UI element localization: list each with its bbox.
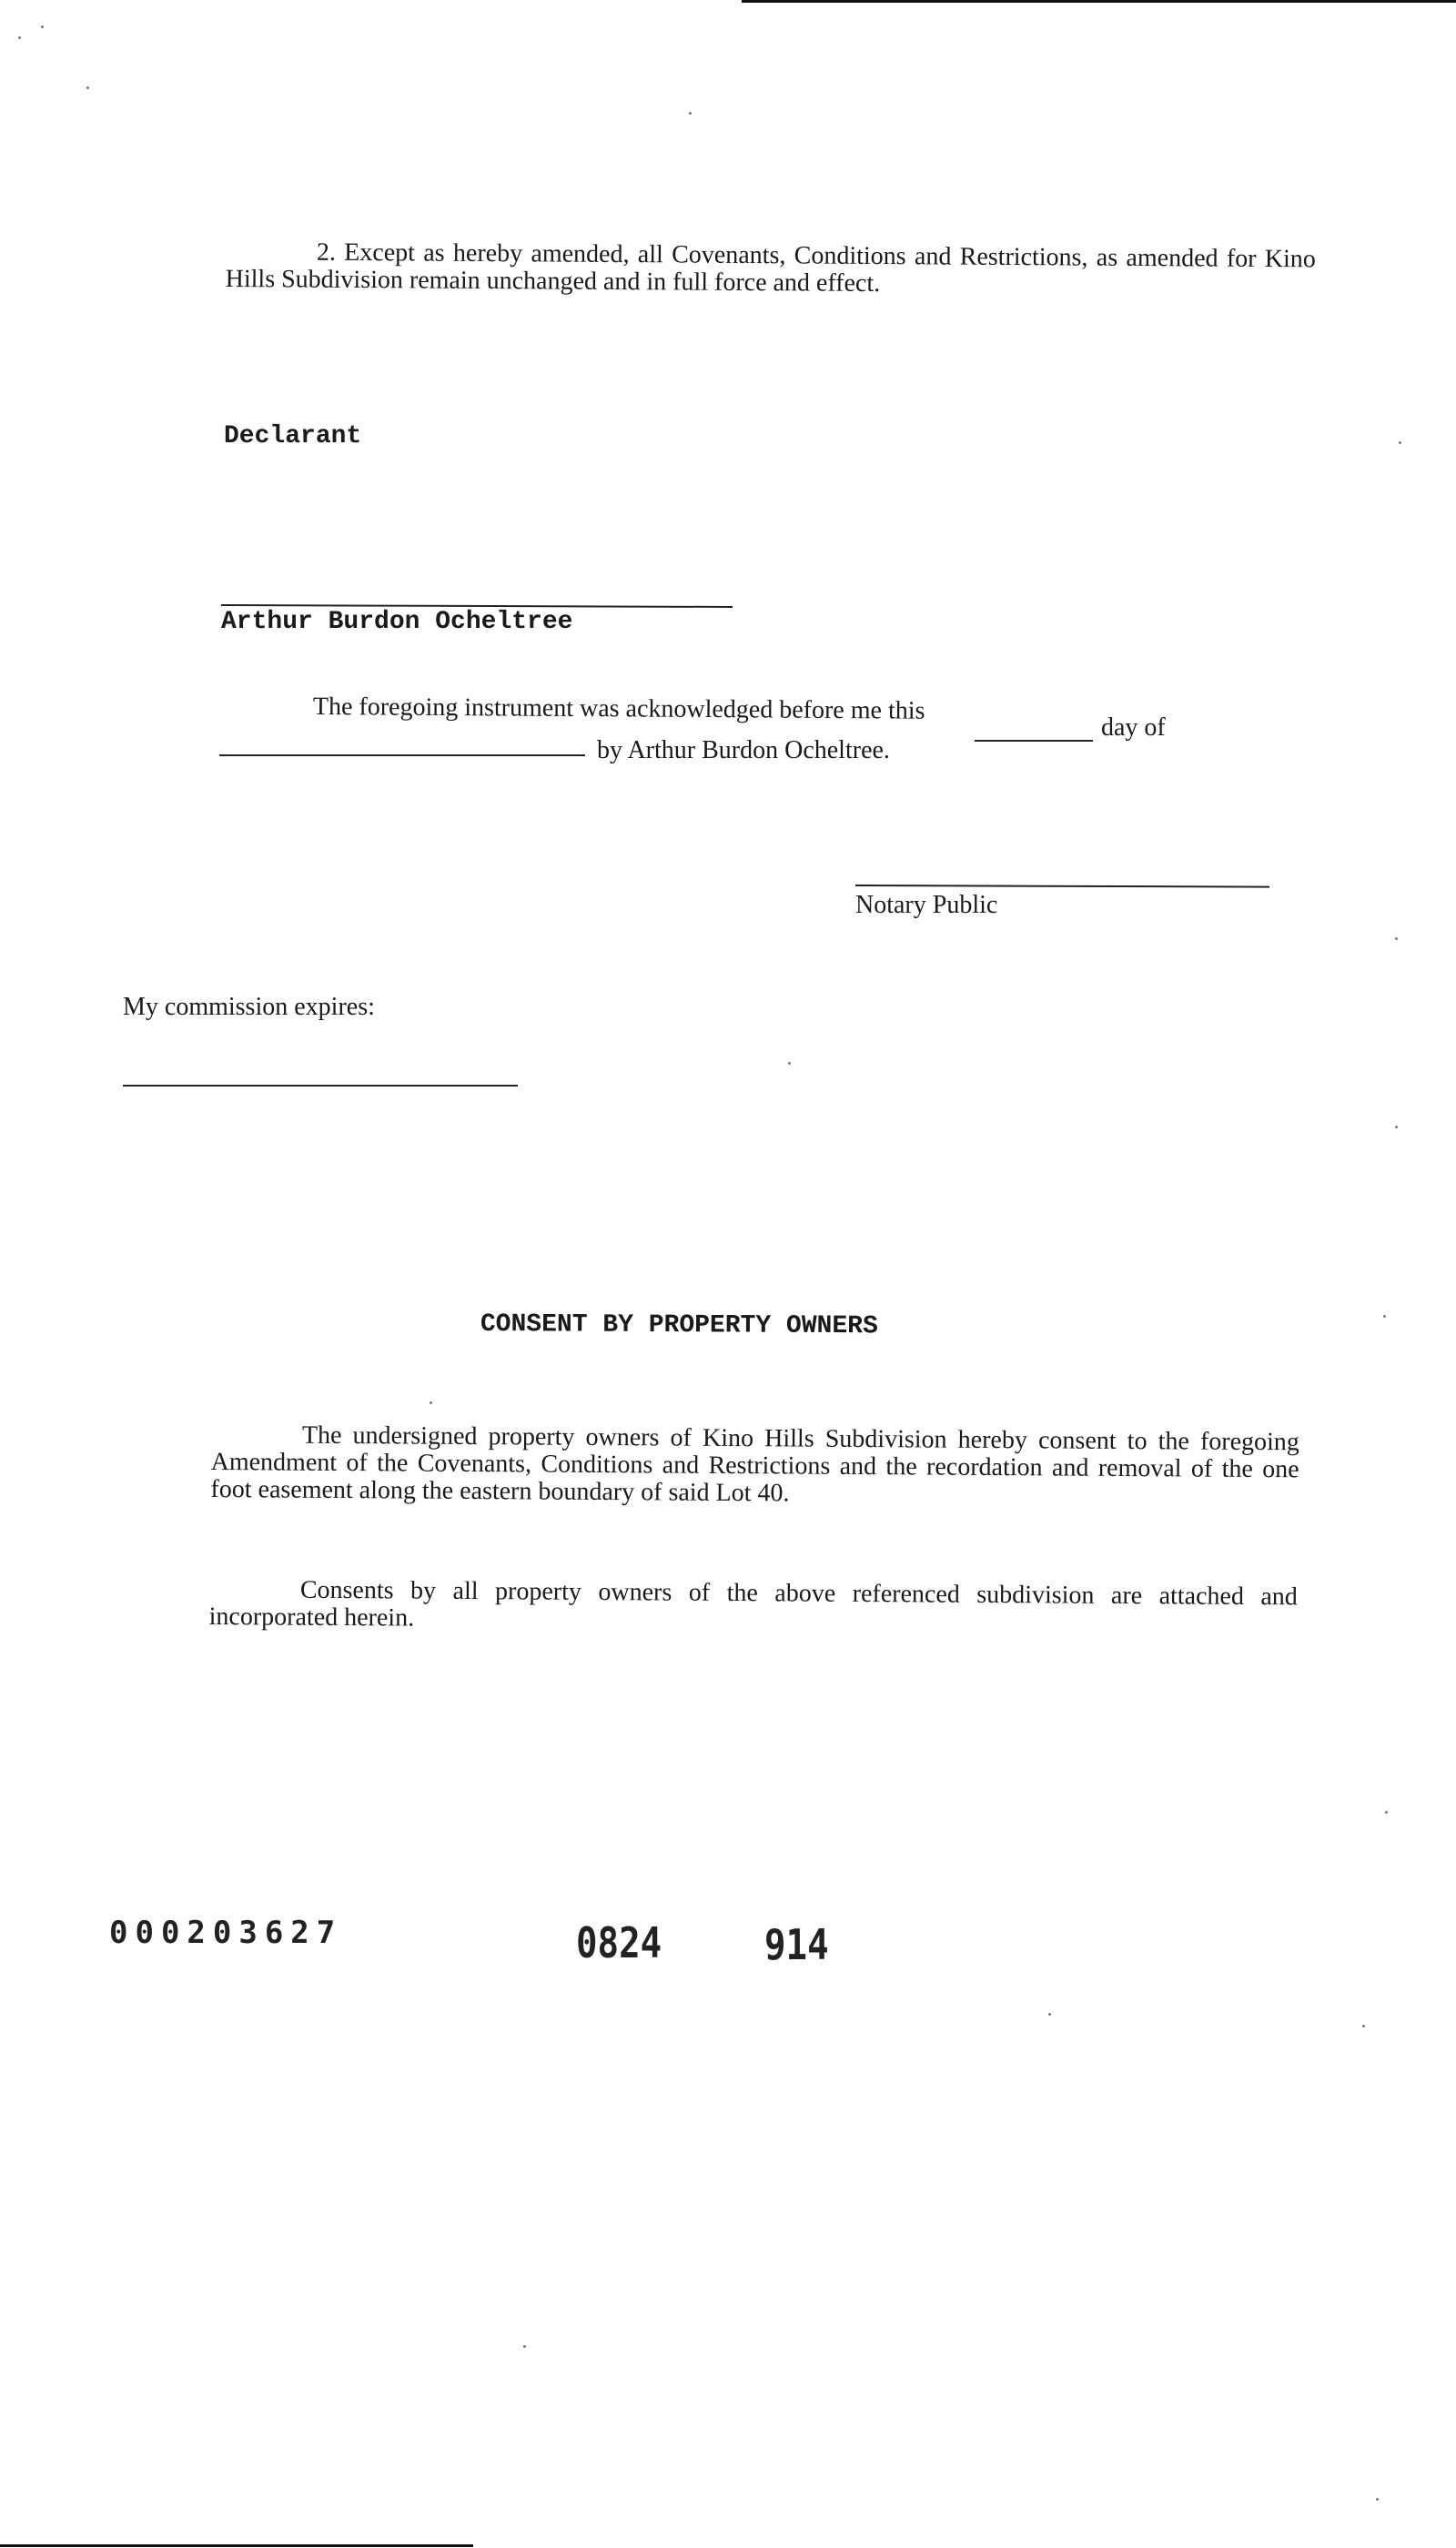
commission-date-line bbox=[123, 1085, 518, 1087]
ack-month-blank bbox=[219, 754, 585, 756]
consent-paragraph-2: Consents by all property owners of the above referenced subdivision are attached and incorporated herein. bbox=[208, 1575, 1298, 1633]
scan-speck bbox=[18, 36, 21, 39]
scan-edge-bottom bbox=[0, 2544, 473, 2547]
ack-day-of: day of bbox=[1101, 713, 1166, 742]
declarant-heading: Declarant bbox=[224, 422, 362, 450]
scan-speck bbox=[689, 112, 692, 115]
consent-paragraph-1: The undersigned property owners of Kino Hills Subdivision hereby consent to the foregoing Amendment of the Covenants, Conditions and Restrictions and the recordation and removal of the one foot easement along the eastern boundary of said Lot 40. bbox=[210, 1421, 1299, 1508]
document-number: 000203627 bbox=[109, 1915, 343, 1951]
notary-signature-line bbox=[855, 885, 1269, 888]
notary-label: Notary Public bbox=[855, 891, 998, 919]
scan-speck bbox=[523, 2345, 526, 2348]
book-number: 0824 bbox=[576, 1918, 662, 1967]
ack-day-blank bbox=[975, 740, 1093, 742]
scan-speck bbox=[1385, 1811, 1388, 1814]
ack-line-1 bbox=[313, 693, 925, 725]
scan-speck bbox=[41, 25, 44, 28]
scan-edge-top bbox=[742, 0, 1456, 3]
scan-speck bbox=[430, 1401, 432, 1404]
scan-speck bbox=[788, 1062, 791, 1065]
scan-speck bbox=[1362, 2025, 1365, 2027]
scan-speck bbox=[1395, 937, 1398, 940]
scan-speck bbox=[1376, 2498, 1379, 2501]
paragraph-2: 2. Except as hereby amended, all Covenants, Conditions and Restrictions, as amended for Kino Hills Subdivision remain unchanged and in full force and effect. bbox=[225, 238, 1316, 298]
scan-speck bbox=[1048, 2013, 1051, 2016]
commission-label: My commission expires: bbox=[123, 993, 375, 1021]
scan-speck bbox=[1395, 1126, 1398, 1128]
scan-speck bbox=[86, 86, 89, 89]
ack-line-2: by Arthur Burdon Ocheltree. bbox=[597, 736, 890, 764]
scan-speck bbox=[1399, 441, 1401, 444]
ack-text-1: The foregoing instrument was acknowledged before me this bbox=[312, 693, 925, 725]
scan-speck bbox=[1383, 1315, 1386, 1318]
signer-name: Arthur Burdon Ocheltree bbox=[221, 608, 573, 636]
consent-heading: CONSENT BY PROPERTY OWNERS bbox=[480, 1310, 878, 1341]
page-number: 914 bbox=[764, 1920, 829, 1969]
